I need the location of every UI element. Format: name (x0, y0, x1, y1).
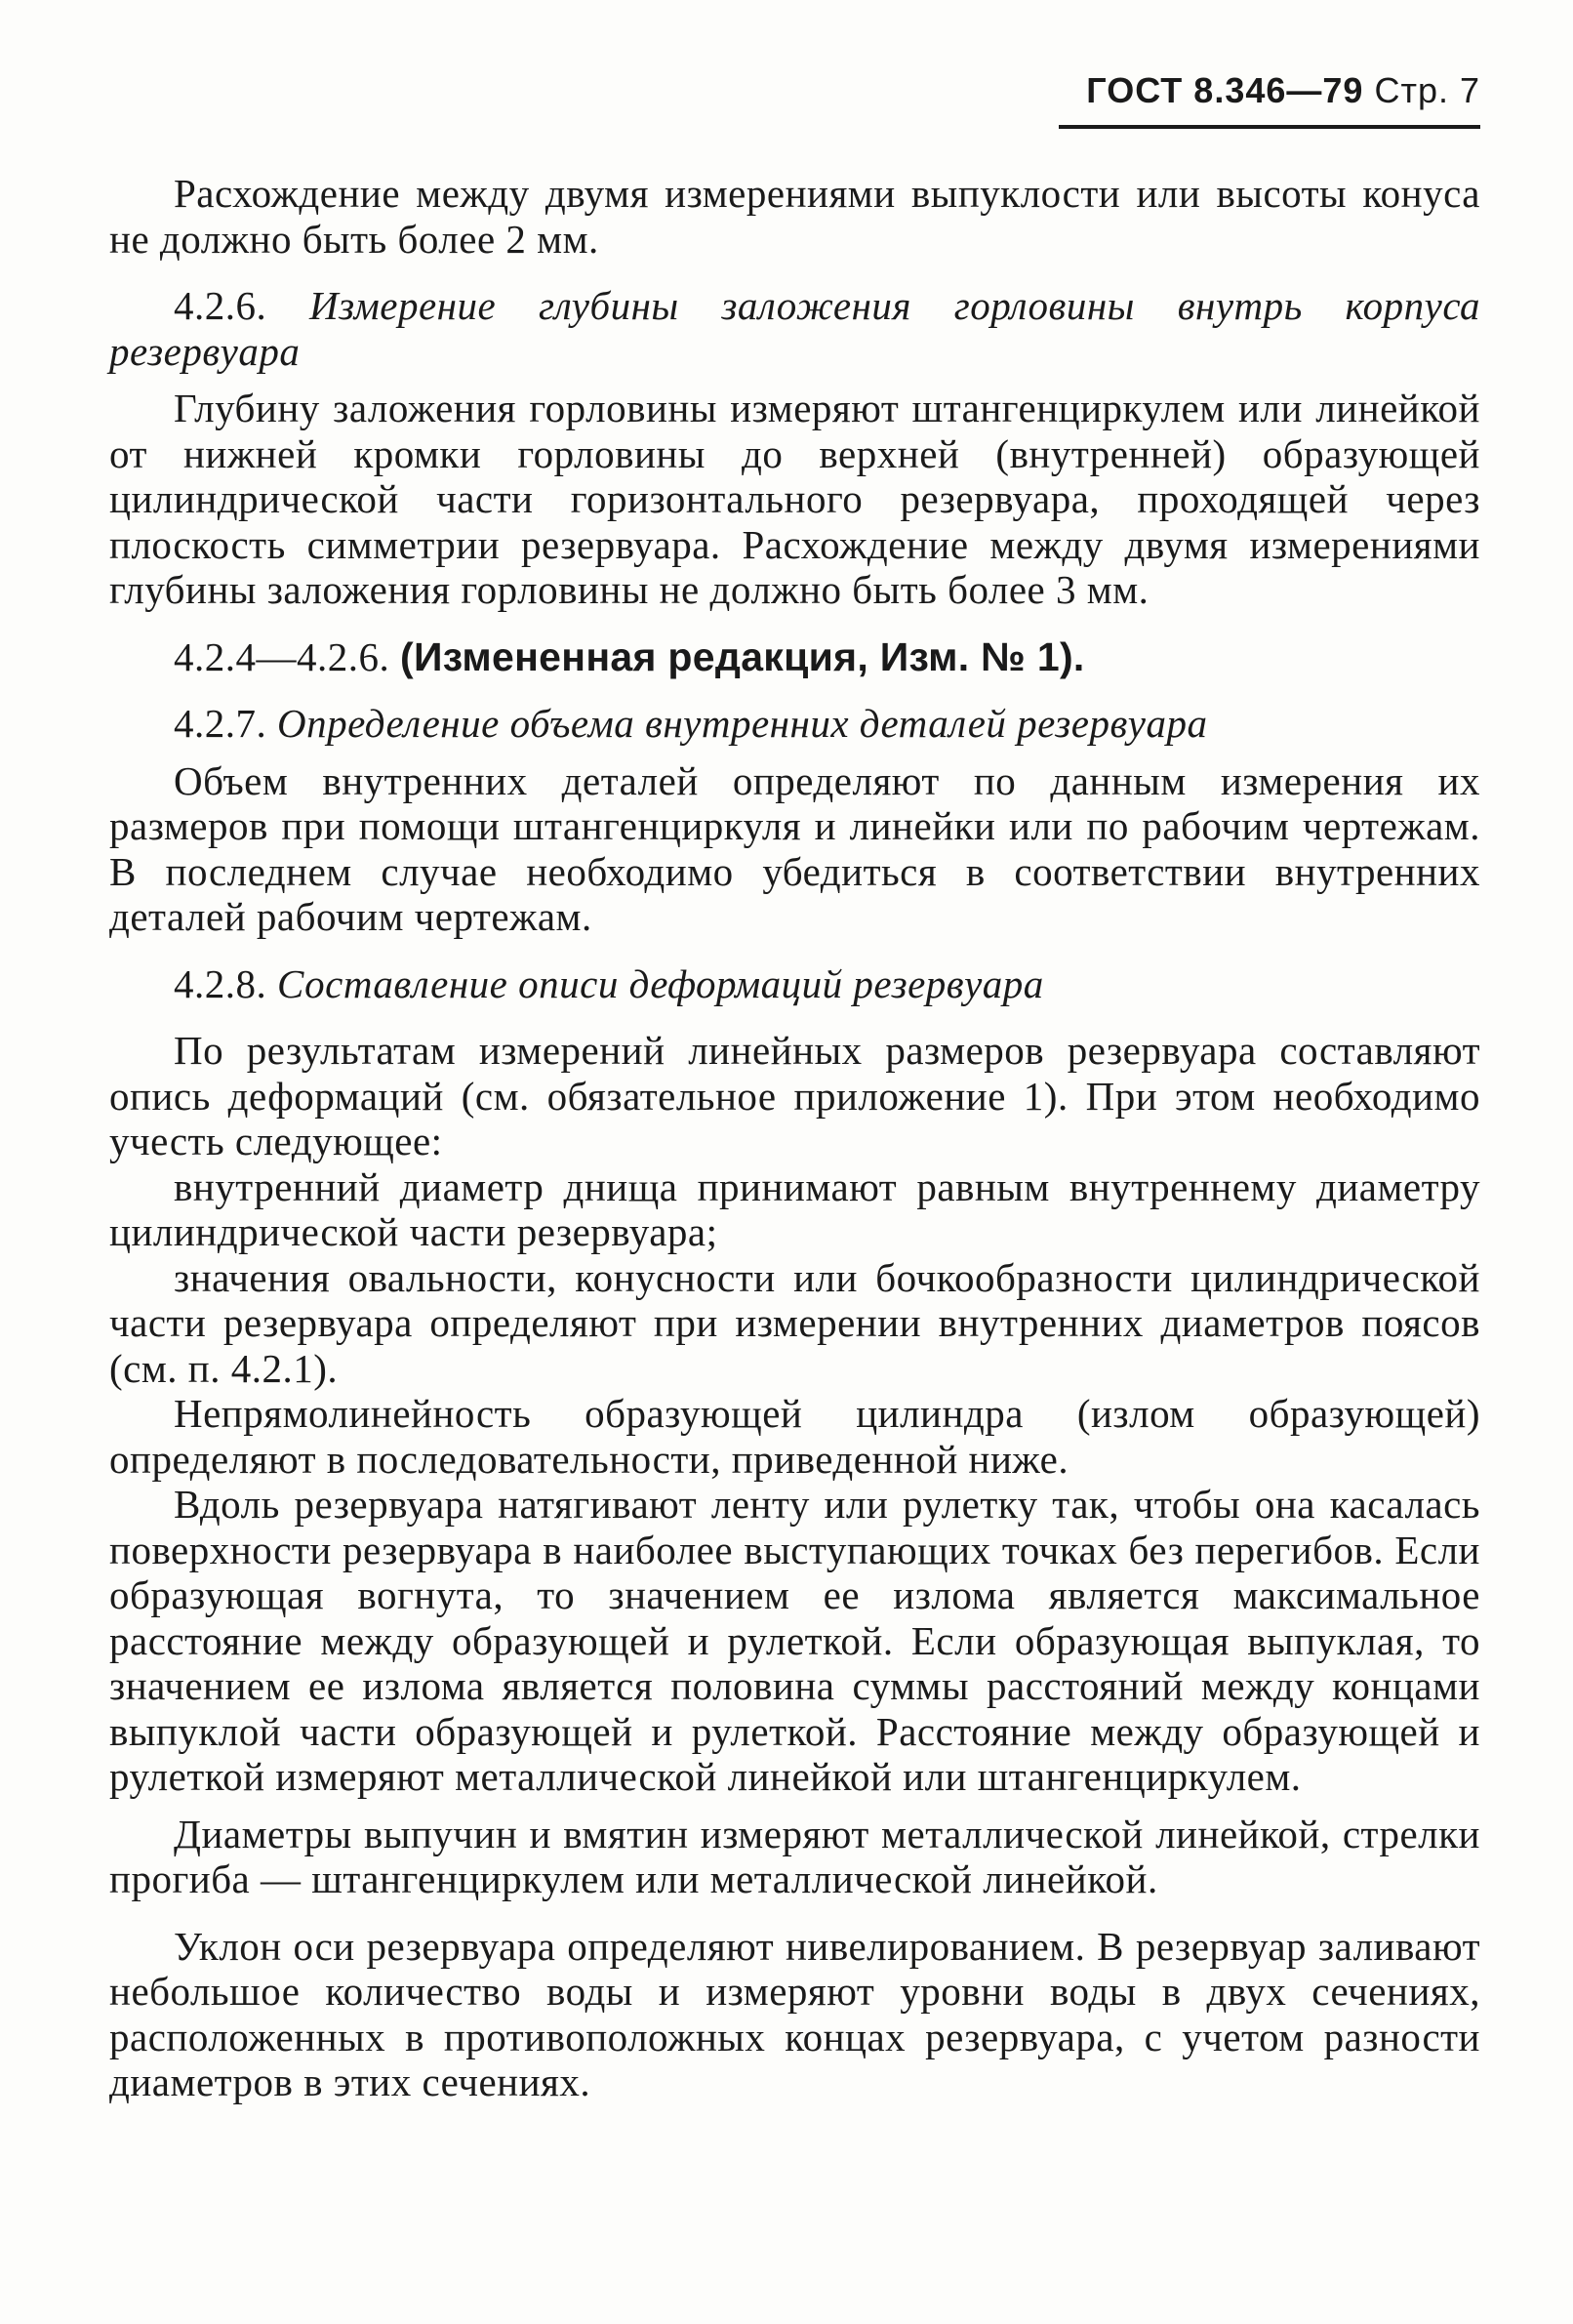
section-title: Определение объема внутренних деталей резервуара (277, 701, 1208, 746)
section-title: Измерение глубины заложения горловины внутрь корпуса резервуара (109, 283, 1481, 374)
paragraph-non-straightness: Непрямолинейность образующей цилиндра (излом образующей) определяют в последовательности, приведенной ниже. (109, 1391, 1480, 1482)
paragraph-neck-depth: Глубину заложения горловины измеряют штангенциркулем или линейкой от нижней кромки горловины до верхней (внутренней) образующей цилиндрической части горизонтального резервуара, проходящей через плоскость симметрии резервуара. Расхождение между двумя измерениями глубины заложения горловины не должно быть более 3 мм. (109, 386, 1480, 612)
section-number: 4.2.8. (174, 960, 267, 1006)
paragraph-internal-parts: Объем внутренних деталей определяют по данным измерения их размеров при помощи штангенциркуля и линейки или по рабочим чертежам. В последнем случае необходимо убедиться в соответствии внутренних деталей рабочим чертежам. (109, 757, 1480, 939)
paragraph-tape-method: Вдоль резервуара натягивают ленту или рулетку так, чтобы она касалась поверхности резервуара в наиболее выступающих точках без перегибов. Если образующая вогнута, то значением ее излома является максимальное расстояние между образующей и рулеткой. Если образующая выпуклая, то значением ее излома является половина суммы расстояний между концами выпуклой части образующей и рулеткой. Расстояние между образующей и рулеткой измеряют металлической линейкой или штангенциркулем. (109, 1482, 1480, 1799)
paragraph-deformation-inventory: По результатам измерений линейных размеров резервуара составляют опись деформаций (см. обязательное приложение 1). При этом необходимо учесть следующее: (109, 1028, 1480, 1163)
amendment-note (109, 634, 1480, 680)
paragraph-bottom-diameter: внутренний диаметр днища принимают равным внутреннему диаметру цилиндрической части резервуара; (109, 1163, 1480, 1254)
doc-code: ГОСТ 8.346—79 (1086, 70, 1364, 110)
paragraph-axis-slope: Уклон оси резервуара определяют нивелированием. В резервуар заливают небольшое количество воды и измеряют уровни воды в двух сечениях, расположенных в противоположных концах резервуара, с учетом разности диаметров в этих сечениях. (109, 1923, 1480, 2104)
section-title: Составление описи деформаций резервуара (277, 960, 1044, 1006)
paragraph-convexity-tolerance: Расхождение между двумя измерениями выпуклости или высоты конуса не должно быть более 2 мм. (109, 171, 1480, 262)
header-rule (1059, 125, 1480, 129)
heading-4-2-6 (109, 283, 1480, 374)
page-header (1059, 70, 1480, 111)
page-label: Стр. 7 (1374, 70, 1480, 110)
paragraph-dents-diameters: Диаметры выпучин и вмятин измеряют металлической линейкой, стрелки прогиба — штангенциркулем или металлической линейкой. (109, 1811, 1480, 1901)
paragraph-ovality: значения овальности, конусности или бочкообразности цилиндрической части резервуара определяют при измерении внутренних диаметров поясов (см. п. 4.2.1). (109, 1254, 1480, 1391)
document-body (109, 171, 1480, 2105)
amendment-range: 4.2.4—4.2.6. (174, 633, 390, 679)
heading-4-2-7 (109, 701, 1480, 747)
heading-4-2-8 (109, 961, 1480, 1007)
section-number: 4.2.7. (174, 701, 267, 746)
section-number: 4.2.6. (174, 283, 267, 328)
amendment-text: (Измененная редакция, Изм. № 1). (400, 633, 1085, 679)
